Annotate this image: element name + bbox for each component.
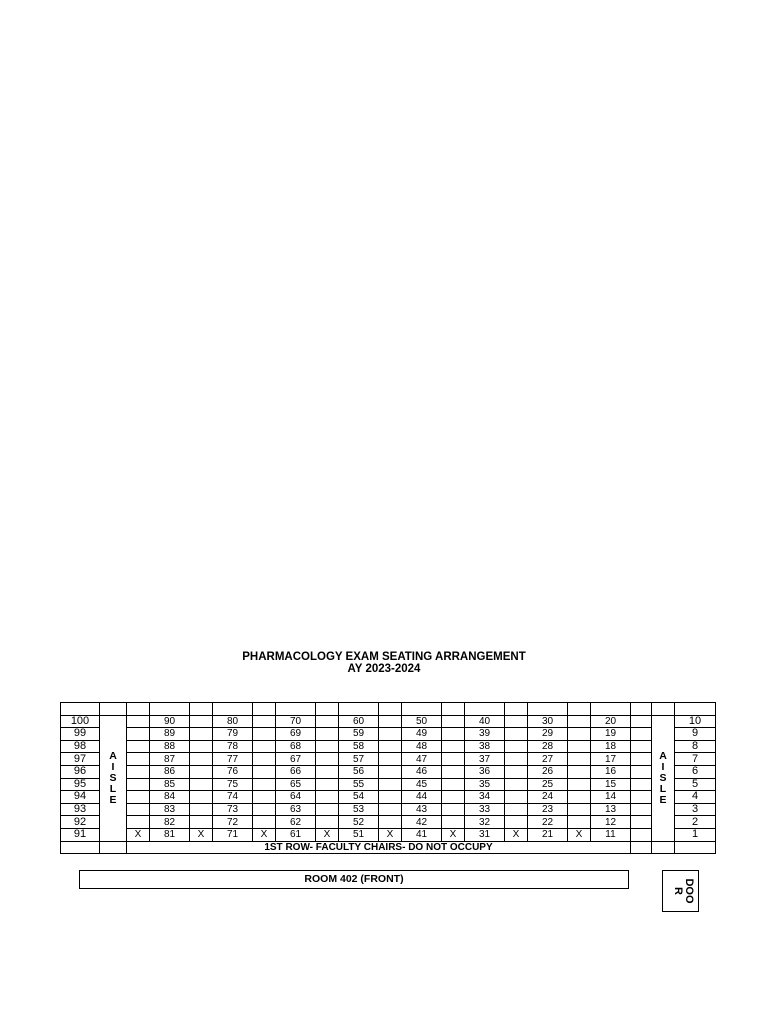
title-line-1: PHARMACOLOGY EXAM SEATING ARRANGEMENT bbox=[242, 651, 526, 663]
gap-cell bbox=[505, 816, 528, 829]
gap-cell bbox=[316, 740, 339, 753]
blank-cell bbox=[276, 703, 316, 716]
seat-cell: 57 bbox=[339, 753, 379, 766]
aisle-letter: A bbox=[109, 749, 117, 762]
seat-cell: 9 bbox=[675, 728, 716, 741]
blank-cell bbox=[631, 841, 652, 854]
gap-cell bbox=[505, 740, 528, 753]
seat-cell: 93 bbox=[61, 803, 100, 816]
seat-cell: 29 bbox=[528, 728, 568, 741]
gap-cell bbox=[442, 740, 465, 753]
gap-cell bbox=[253, 791, 276, 804]
gap-cell: X bbox=[442, 828, 465, 841]
gap-cell bbox=[631, 728, 652, 741]
gap-cell bbox=[316, 753, 339, 766]
seat-row bbox=[61, 828, 716, 841]
seat-cell: 91 bbox=[61, 828, 100, 841]
seat-cell: 100 bbox=[61, 715, 100, 728]
gap-cell bbox=[127, 740, 150, 753]
gap-cell: X bbox=[127, 828, 150, 841]
gap-cell bbox=[253, 728, 276, 741]
blank-cell bbox=[505, 703, 528, 716]
gap-cell: X bbox=[253, 828, 276, 841]
blank-cell bbox=[631, 703, 652, 716]
seat-cell: 92 bbox=[61, 816, 100, 829]
seat-row bbox=[61, 728, 716, 741]
gap-cell bbox=[253, 765, 276, 778]
seat-cell: 84 bbox=[150, 791, 190, 804]
seat-cell: 45 bbox=[402, 778, 442, 791]
aisle-letter: S bbox=[109, 771, 117, 784]
seat-cell: 2 bbox=[675, 816, 716, 829]
seat-cell: 35 bbox=[465, 778, 505, 791]
seat-row bbox=[61, 791, 716, 804]
seat-cell: 98 bbox=[61, 740, 100, 753]
seat-cell: 5 bbox=[675, 778, 716, 791]
seat-cell: 61 bbox=[276, 828, 316, 841]
seat-cell: 52 bbox=[339, 816, 379, 829]
gap-cell bbox=[190, 715, 213, 728]
seat-cell: 75 bbox=[213, 778, 253, 791]
seat-cell: 43 bbox=[402, 803, 442, 816]
aisle-letter: I bbox=[661, 760, 665, 773]
gap-cell bbox=[253, 740, 276, 753]
gap-cell bbox=[316, 791, 339, 804]
blank-cell bbox=[339, 703, 379, 716]
gap-cell bbox=[568, 816, 591, 829]
seating-grid bbox=[60, 702, 716, 854]
aisle-cell bbox=[100, 715, 127, 841]
blank-cell bbox=[379, 703, 402, 716]
gap-cell bbox=[190, 740, 213, 753]
seat-cell: 67 bbox=[276, 753, 316, 766]
seat-cell: 4 bbox=[675, 791, 716, 804]
seat-cell: 13 bbox=[591, 803, 631, 816]
gap-cell bbox=[631, 803, 652, 816]
blank-cell bbox=[528, 703, 568, 716]
seat-cell: 96 bbox=[61, 765, 100, 778]
gap-cell bbox=[505, 765, 528, 778]
gap-cell bbox=[316, 803, 339, 816]
seat-cell: 53 bbox=[339, 803, 379, 816]
front-row-label: 1ST ROW- FACULTY CHAIRS- DO NOT OCCUPY bbox=[127, 841, 631, 854]
seat-cell: 12 bbox=[591, 816, 631, 829]
gap-cell bbox=[379, 765, 402, 778]
gap-cell bbox=[127, 753, 150, 766]
gap-cell bbox=[568, 765, 591, 778]
gap-cell bbox=[253, 803, 276, 816]
gap-cell: X bbox=[379, 828, 402, 841]
gap-cell bbox=[442, 765, 465, 778]
gap-cell bbox=[631, 753, 652, 766]
seat-cell: 74 bbox=[213, 791, 253, 804]
seat-cell: 71 bbox=[213, 828, 253, 841]
seat-cell: 47 bbox=[402, 753, 442, 766]
gap-cell bbox=[505, 715, 528, 728]
seat-row bbox=[61, 753, 716, 766]
blank-cell bbox=[652, 703, 675, 716]
gap-cell bbox=[190, 803, 213, 816]
seat-cell: 39 bbox=[465, 728, 505, 741]
gap-cell bbox=[379, 791, 402, 804]
blank-cell bbox=[316, 703, 339, 716]
seat-cell: 48 bbox=[402, 740, 442, 753]
blank-cell bbox=[190, 703, 213, 716]
gap-cell bbox=[442, 791, 465, 804]
gap-cell bbox=[568, 791, 591, 804]
seat-cell: 79 bbox=[213, 728, 253, 741]
gap-cell bbox=[127, 728, 150, 741]
gap-cell bbox=[316, 715, 339, 728]
seat-cell: 26 bbox=[528, 765, 568, 778]
seat-cell: 25 bbox=[528, 778, 568, 791]
seat-cell: 40 bbox=[465, 715, 505, 728]
seat-cell: 99 bbox=[61, 728, 100, 741]
seat-cell: 42 bbox=[402, 816, 442, 829]
gap-cell bbox=[505, 753, 528, 766]
gap-cell bbox=[379, 753, 402, 766]
seat-cell: 31 bbox=[465, 828, 505, 841]
seat-cell: 17 bbox=[591, 753, 631, 766]
gap-cell bbox=[316, 765, 339, 778]
gap-cell bbox=[127, 791, 150, 804]
gap-cell bbox=[568, 803, 591, 816]
aisle-letter: S bbox=[659, 771, 667, 784]
aisle-letter: L bbox=[659, 782, 667, 795]
seat-cell: 97 bbox=[61, 753, 100, 766]
seat-row bbox=[61, 715, 716, 728]
gap-cell bbox=[568, 715, 591, 728]
seat-cell: 86 bbox=[150, 765, 190, 778]
gap-cell bbox=[379, 715, 402, 728]
seat-cell: 20 bbox=[591, 715, 631, 728]
seat-cell: 76 bbox=[213, 765, 253, 778]
blank-cell bbox=[402, 703, 442, 716]
seat-row bbox=[61, 765, 716, 778]
seat-cell: 69 bbox=[276, 728, 316, 741]
seat-cell: 83 bbox=[150, 803, 190, 816]
gap-cell bbox=[442, 715, 465, 728]
gap-cell bbox=[190, 791, 213, 804]
title-line-2: AY 2023-2024 bbox=[347, 663, 421, 675]
seat-cell: 38 bbox=[465, 740, 505, 753]
gap-cell bbox=[631, 778, 652, 791]
seat-cell: 14 bbox=[591, 791, 631, 804]
seat-cell: 87 bbox=[150, 753, 190, 766]
seat-cell: 10 bbox=[675, 715, 716, 728]
gap-cell bbox=[316, 816, 339, 829]
seat-cell: 27 bbox=[528, 753, 568, 766]
seat-cell: 70 bbox=[276, 715, 316, 728]
gap-cell bbox=[253, 715, 276, 728]
gap-cell bbox=[253, 778, 276, 791]
blank-cell bbox=[100, 841, 127, 854]
blank-cell bbox=[675, 841, 716, 854]
front-row bbox=[61, 841, 716, 854]
gap-cell bbox=[379, 728, 402, 741]
seat-cell: 41 bbox=[402, 828, 442, 841]
blank-cell bbox=[652, 841, 675, 854]
gap-cell bbox=[568, 778, 591, 791]
door-box bbox=[662, 870, 699, 912]
seat-cell: 15 bbox=[591, 778, 631, 791]
seat-cell: 88 bbox=[150, 740, 190, 753]
gap-cell bbox=[568, 753, 591, 766]
blank-cell bbox=[465, 703, 505, 716]
seat-cell: 33 bbox=[465, 803, 505, 816]
seat-cell: 89 bbox=[150, 728, 190, 741]
seat-cell: 63 bbox=[276, 803, 316, 816]
seat-cell: 36 bbox=[465, 765, 505, 778]
blank-cell bbox=[442, 703, 465, 716]
gap-cell bbox=[631, 740, 652, 753]
gap-cell bbox=[316, 778, 339, 791]
seat-cell: 1 bbox=[675, 828, 716, 841]
gap-cell bbox=[631, 828, 652, 841]
gap-cell bbox=[127, 778, 150, 791]
seat-cell: 18 bbox=[591, 740, 631, 753]
aisle-label bbox=[100, 751, 126, 806]
seat-cell: 28 bbox=[528, 740, 568, 753]
aisle-letter: E bbox=[659, 793, 667, 806]
gap-cell bbox=[190, 778, 213, 791]
seat-cell: 78 bbox=[213, 740, 253, 753]
seat-cell: 21 bbox=[528, 828, 568, 841]
blank-cell bbox=[591, 703, 631, 716]
seat-cell: 94 bbox=[61, 791, 100, 804]
seat-cell: 77 bbox=[213, 753, 253, 766]
gap-cell: X bbox=[316, 828, 339, 841]
seat-cell: 58 bbox=[339, 740, 379, 753]
seat-cell: 30 bbox=[528, 715, 568, 728]
seat-cell: 85 bbox=[150, 778, 190, 791]
blank-cell bbox=[213, 703, 253, 716]
gap-cell: X bbox=[568, 828, 591, 841]
gap-cell bbox=[127, 803, 150, 816]
blank-cell bbox=[150, 703, 190, 716]
seat-cell: 80 bbox=[213, 715, 253, 728]
seat-cell: 82 bbox=[150, 816, 190, 829]
aisle-cell bbox=[652, 715, 675, 841]
seat-cell: 7 bbox=[675, 753, 716, 766]
seat-cell: 3 bbox=[675, 803, 716, 816]
gap-cell bbox=[568, 728, 591, 741]
gap-cell bbox=[127, 816, 150, 829]
seat-cell: 24 bbox=[528, 791, 568, 804]
seat-cell: 68 bbox=[276, 740, 316, 753]
gap-cell: X bbox=[505, 828, 528, 841]
seat-cell: 72 bbox=[213, 816, 253, 829]
aisle-letter: I bbox=[111, 760, 115, 773]
seat-cell: 22 bbox=[528, 816, 568, 829]
blank-cell bbox=[568, 703, 591, 716]
seat-cell: 65 bbox=[276, 778, 316, 791]
gap-cell bbox=[379, 740, 402, 753]
room-front-label: ROOM 402 (FRONT) bbox=[79, 870, 629, 889]
seat-cell: 95 bbox=[61, 778, 100, 791]
gap-cell bbox=[190, 816, 213, 829]
gap-cell bbox=[442, 778, 465, 791]
seat-row bbox=[61, 740, 716, 753]
seat-cell: 56 bbox=[339, 765, 379, 778]
blank-cell bbox=[61, 841, 100, 854]
seat-cell: 6 bbox=[675, 765, 716, 778]
seat-cell: 64 bbox=[276, 791, 316, 804]
gap-cell bbox=[379, 816, 402, 829]
blank-cell bbox=[61, 703, 100, 716]
seat-cell: 19 bbox=[591, 728, 631, 741]
seat-cell: 54 bbox=[339, 791, 379, 804]
gap-cell bbox=[190, 728, 213, 741]
seat-cell: 62 bbox=[276, 816, 316, 829]
gap-cell bbox=[442, 803, 465, 816]
document-title bbox=[0, 651, 768, 675]
seat-cell: 8 bbox=[675, 740, 716, 753]
gap-cell bbox=[379, 778, 402, 791]
gap-cell bbox=[505, 803, 528, 816]
seat-cell: 81 bbox=[150, 828, 190, 841]
seat-cell: 16 bbox=[591, 765, 631, 778]
gap-cell bbox=[190, 753, 213, 766]
gap-cell bbox=[379, 803, 402, 816]
seat-cell: 59 bbox=[339, 728, 379, 741]
aisle-letter: E bbox=[109, 793, 117, 806]
gap-cell bbox=[505, 791, 528, 804]
gap-cell bbox=[631, 715, 652, 728]
seat-cell: 55 bbox=[339, 778, 379, 791]
aisle-label bbox=[652, 751, 674, 806]
gap-cell bbox=[316, 728, 339, 741]
seat-cell: 44 bbox=[402, 791, 442, 804]
seat-cell: 51 bbox=[339, 828, 379, 841]
gap-cell bbox=[190, 765, 213, 778]
gap-cell bbox=[631, 816, 652, 829]
seat-cell: 49 bbox=[402, 728, 442, 741]
seat-cell: 73 bbox=[213, 803, 253, 816]
gap-cell bbox=[442, 753, 465, 766]
seat-cell: 34 bbox=[465, 791, 505, 804]
blank-cell bbox=[675, 703, 716, 716]
seat-cell: 60 bbox=[339, 715, 379, 728]
seat-cell: 66 bbox=[276, 765, 316, 778]
gap-cell bbox=[442, 728, 465, 741]
seat-row bbox=[61, 778, 716, 791]
seat-cell: 11 bbox=[591, 828, 631, 841]
seat-cell: 23 bbox=[528, 803, 568, 816]
gap-cell bbox=[505, 728, 528, 741]
seat-cell: 46 bbox=[402, 765, 442, 778]
grid-header-row bbox=[61, 703, 716, 716]
gap-cell: X bbox=[190, 828, 213, 841]
gap-cell bbox=[253, 816, 276, 829]
aisle-letter: L bbox=[109, 782, 117, 795]
gap-cell bbox=[505, 778, 528, 791]
seat-cell: 90 bbox=[150, 715, 190, 728]
seat-row bbox=[61, 816, 716, 829]
gap-cell bbox=[442, 816, 465, 829]
gap-cell bbox=[568, 740, 591, 753]
aisle-letter: A bbox=[659, 749, 667, 762]
blank-cell bbox=[253, 703, 276, 716]
gap-cell bbox=[631, 791, 652, 804]
blank-cell bbox=[127, 703, 150, 716]
seat-cell: 32 bbox=[465, 816, 505, 829]
gap-cell bbox=[631, 765, 652, 778]
gap-cell bbox=[253, 753, 276, 766]
gap-cell bbox=[127, 765, 150, 778]
seat-row bbox=[61, 803, 716, 816]
seat-cell: 50 bbox=[402, 715, 442, 728]
seat-cell: 37 bbox=[465, 753, 505, 766]
gap-cell bbox=[127, 715, 150, 728]
door-label: DOO R bbox=[672, 878, 695, 904]
blank-cell bbox=[100, 703, 127, 716]
